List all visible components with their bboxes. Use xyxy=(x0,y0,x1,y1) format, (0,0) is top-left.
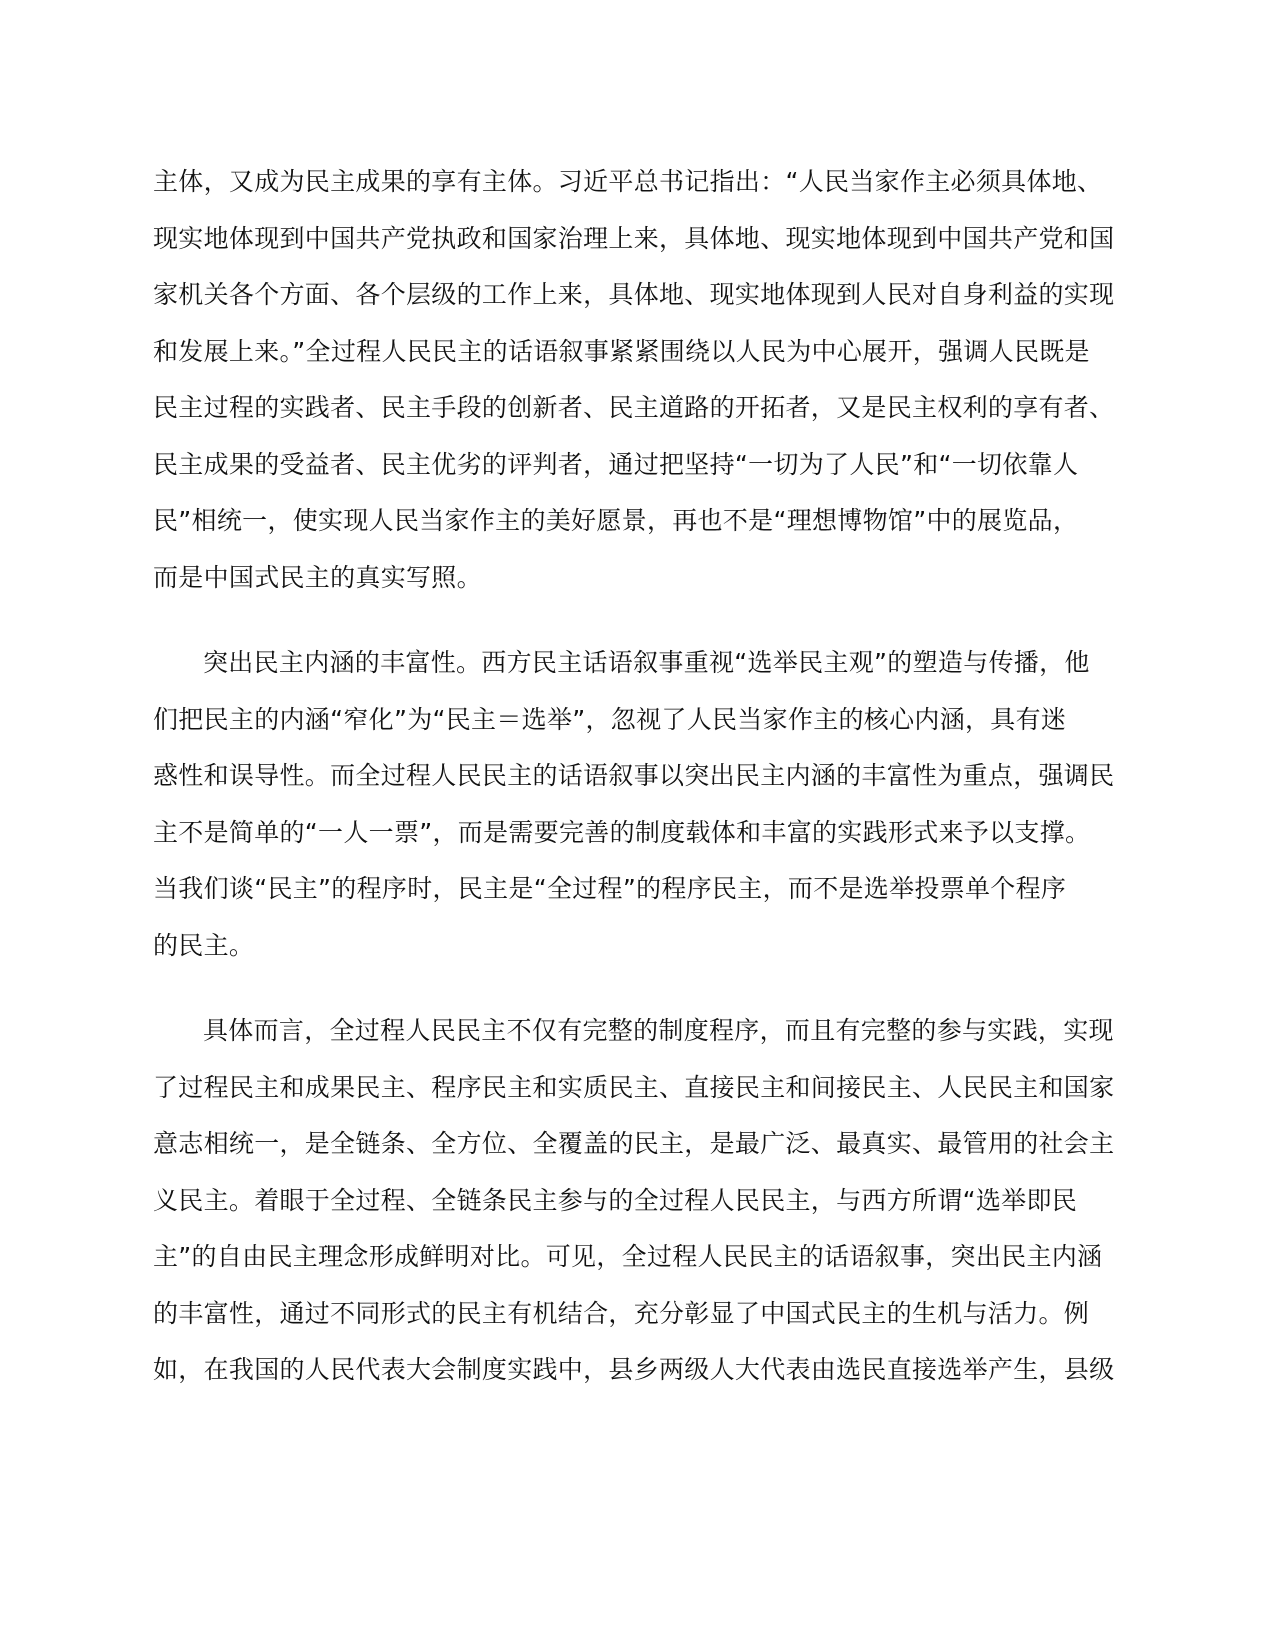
text-line: 意志相统一，是全链条、全方位、全覆盖的民主，是最广泛、最真实、最管用的社会主 xyxy=(153,1129,1115,1158)
text-line: 如，在我国的人民代表大会制度实践中，县乡两级人大代表由选民直接选举产生，县级 xyxy=(153,1355,1115,1384)
text-line: 突出民主内涵的丰富性。西方民主话语叙事重视“选举民主观”的塑造与传播，他 xyxy=(203,648,1090,677)
text-line: 民主成果的受益者、民主优劣的评判者，通过把坚持“一切为了人民”和“一切依靠人 xyxy=(153,449,1079,479)
text-line: 主不是简单的“一人一票”，而是需要完善的制度载体和丰富的实践形式来予以支撑。 xyxy=(153,817,1091,847)
text-line: 家机关各个方面、各个层级的工作上来，具体地、现实地体现到人民对自身利益的实现 xyxy=(153,280,1115,309)
paragraph-specifics xyxy=(153,1011,1113,1407)
text-line: 和发展上来。”全过程人民民主的话语叙事紧紧围绕以人民为中心展开，强调人民既是 xyxy=(153,336,1090,366)
text-line: 当我们谈“民主”的程序时，民主是“全过程”的程序民主，而不是选举投票单个程序 xyxy=(153,874,1067,903)
paragraph-continuation xyxy=(153,162,1113,614)
text-line: 义民主。着眼于全过程、全链条民主参与的全过程人民民主，与西方所谓“选举即民 xyxy=(153,1185,1078,1215)
document-body xyxy=(153,162,1113,1436)
text-line: 的丰富性，通过不同形式的民主有机结合，充分彰显了中国式民主的生机与活力。例 xyxy=(153,1298,1090,1328)
text-line: 而是中国式民主的真实写照。 xyxy=(153,562,482,592)
text-line: 的民主。 xyxy=(153,930,255,960)
text-line: 民主过程的实践者、民主手段的创新者、民主道路的开拓者，又是民主权利的享有者、 xyxy=(153,393,1115,422)
text-line: 主体，又成为民主成果的享有主体。习近平总书记指出：“人民当家作主必须具体地、 xyxy=(153,167,1103,196)
text-line: 民”相统一，使实现人民当家作主的美好愿景，再也不是“理想博物馆”中的展览品， xyxy=(153,506,1079,535)
text-line: 现实地体现到中国共产党执政和国家治理上来，具体地、现实地体现到中国共产党和国 xyxy=(153,223,1115,253)
text-line: 具体而言，全过程人民民主不仅有完整的制度程序，而且有完整的参与实践，实现 xyxy=(203,1016,1114,1045)
text-line: 主”的自由民主理念形成鲜明对比。可见，全过程人民民主的话语叙事，突出民主内涵 xyxy=(153,1242,1103,1271)
paragraph-democracy-richness xyxy=(153,643,1113,982)
text-line: 们把民主的内涵“窄化”为“民主＝选举”，忽视了人民当家作主的核心内涵，具有迷 xyxy=(153,704,1067,734)
text-line: 了过程民主和成果民主、程序民主和实质民主、直接民主和间接民主、人民民主和国家 xyxy=(153,1072,1115,1102)
text-line: 惑性和误导性。而全过程人民民主的话语叙事以突出民主内涵的丰富性为重点，强调民 xyxy=(153,761,1115,790)
